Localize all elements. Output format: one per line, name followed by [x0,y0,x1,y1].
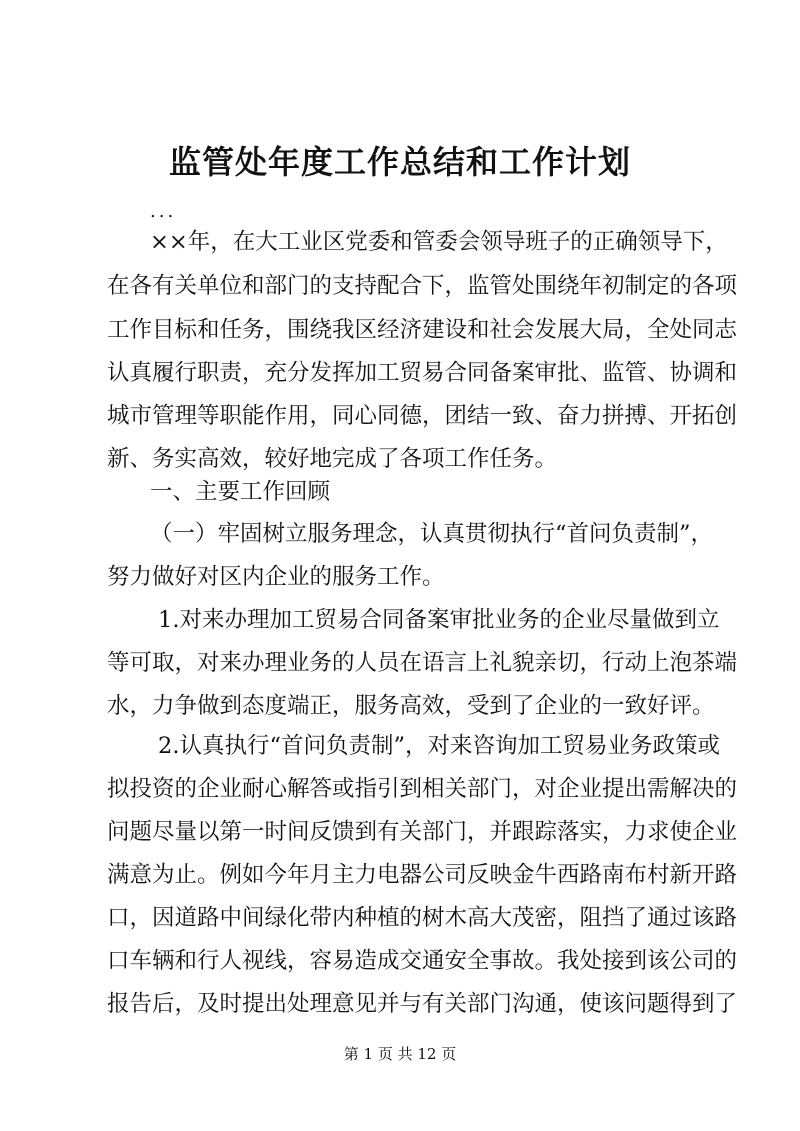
paragraph-line: 口车辆和行人视线，容易造成交通安全事故。我处接到该公司的 [107,948,738,974]
paragraph-line: 城市管理等职能作用，同心同德，团结一致、奋力拼搏、开拓创 [107,403,738,429]
paragraph-line: 报告后，及时提出处理意见并与有关部门沟通，使该问题得到了 [107,991,738,1017]
paragraph-line: 2.认真执行“首问负责制”，对来咨询加工贸易业务政策或 [158,733,720,759]
paragraph-line: 问题尽量以第一时间反馈到有关部门，并跟踪落实，力求使企业 [107,819,738,845]
subsection-heading-continuation: 努力做好对区内企业的服务工作。 [107,564,445,590]
paragraph-line: 1.对来办理加工贸易合同备案审批业务的企业尽量做到立 [158,607,720,633]
paragraph-line: 在各有关单位和部门的支持配合下，监管处围绕年初制定的各项 [107,273,738,299]
paragraph-line: 等可取，对来办理业务的人员在语言上礼貌亲切，行动上泡茶端 [107,650,738,676]
document-title: 监管处年度工作总结和工作计划 [168,143,631,181]
page-number: 第 1 页 共 12 页 [343,1045,457,1063]
subsection-heading: （一）牢固树立服务理念，认真贯彻执行“首问负责制”， [150,521,714,547]
section-heading: 一、主要工作回顾 [150,479,331,505]
paragraph-line: 工作目标和任务，围绕我区经济建设和社会发展大局，全处同志 [107,317,738,343]
paragraph-line: 拟投资的企业耐心解答或指引到相关部门，对企业提出需解决的 [107,776,738,802]
paragraph-line: 口，因道路中间绿化带内种植的树木高大茂密，阻挡了通过该路 [107,905,738,931]
paragraph-line: 水，力争做到态度端正，服务高效，受到了企业的一致好评。 [107,693,715,719]
paragraph-line: 认真履行职责，充分发挥加工贸易合同备案审批、监管、协调和 [107,360,738,386]
paragraph-line: 新、务实高效，较好地完成了各项工作任务。 [107,446,558,472]
ellipsis-marker: ... [150,201,177,222]
paragraph-line: 满意为止。例如今年月主力电器公司反映金牛西路南布村新开路 [107,862,738,888]
paragraph-line: ××年，在大工业区党委和管委会领导班子的正确领导下， [150,229,728,255]
